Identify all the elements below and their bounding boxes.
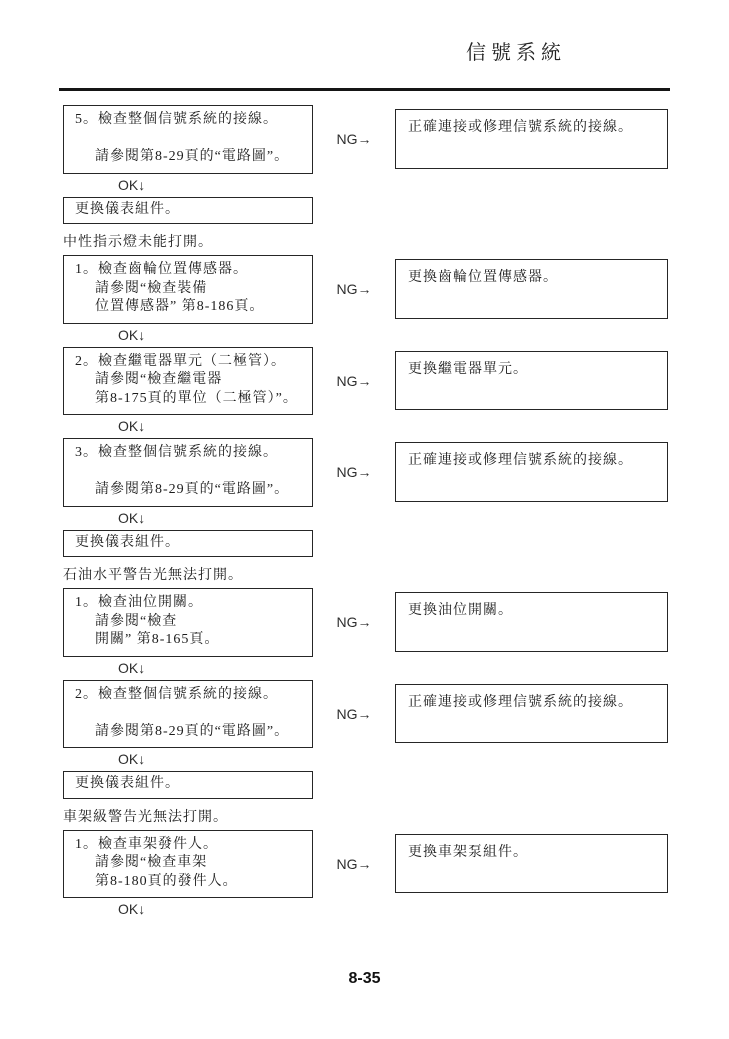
step-text-line: 請參閱“檢查 [95, 613, 178, 629]
ok-arrow-label: OK↓ [118, 326, 146, 343]
step-text-line: 2。檢查整個信號系統的接線。 [75, 686, 278, 702]
step-text-line [75, 463, 306, 482]
step-text-line: 2。檢查繼電器單元（二極管）。 [75, 353, 286, 369]
step-text-line: 請參閱“檢查繼電器 [95, 372, 223, 387]
step-text-line: 請參閱“檢查車架 [95, 855, 208, 870]
check-step-box [63, 347, 313, 416]
ng-arrow-label: NG→ [336, 372, 372, 389]
check-step-box [63, 438, 313, 507]
step-text-line: 第8-180頁的發件人。 [95, 873, 238, 889]
section-heading: 車架級警告光無法打開。 [63, 809, 228, 825]
ng-arrow-label: NG→ [336, 855, 372, 872]
page-number: 8-35 [348, 970, 381, 987]
step-text-line: 請參閱“檢查裝備 [95, 280, 208, 296]
ok-arrow-label: OK↓ [118, 659, 146, 676]
ok-arrow-label: OK↓ [118, 509, 146, 526]
step-text-line: 3。檢查整個信號系統的接線。 [75, 445, 278, 460]
ng-result-box: 更換齒輪位置傳感器。 [395, 259, 668, 319]
check-step-box [63, 680, 313, 749]
check-step-box [63, 830, 313, 899]
check-step-box [63, 105, 313, 174]
check-step-box [63, 255, 313, 324]
ok-arrow-label: OK↓ [118, 418, 146, 434]
ng-arrow-label: NG→ [336, 614, 372, 631]
ok-arrow-label: OK↓ [118, 751, 146, 767]
ok-result-box: 更換儀表組件。 [63, 197, 313, 225]
check-step-box [63, 588, 313, 657]
flow-step-row [63, 255, 729, 324]
troubleshooting-flow [0, 91, 729, 919]
step-text-line: 位置傳感器” 第8-186頁。 [95, 299, 265, 314]
flow-step-row [63, 347, 729, 416]
ng-result-box: 更換油位開關。 [395, 592, 668, 652]
page-title: 信號系統 [466, 42, 566, 64]
ok-result-box: 更換儀表組件。 [63, 530, 313, 558]
step-text-line: 1。檢查油位開關。 [75, 595, 203, 610]
ng-result-box: 正確連接或修理信號系統的接線。 [395, 684, 668, 744]
ng-arrow-label: NG→ [336, 464, 372, 481]
step-text-line: 請參閱第8-29頁的“電路圖”。 [95, 482, 290, 497]
ng-result-box: 更換繼電器單元。 [395, 351, 668, 411]
step-text-line: 第8-175頁的單位（二極管）”。 [95, 390, 298, 406]
ng-arrow-label: NG→ [336, 705, 372, 722]
ng-result-box: 更換車架泵組件。 [395, 834, 668, 894]
section-heading: 石油水平警告光無法打開。 [63, 568, 243, 583]
flow-step-row [63, 830, 729, 899]
ng-arrow-label: NG→ [336, 281, 372, 298]
ng-result-box: 正確連接或修理信號系統的接線。 [395, 109, 668, 169]
flow-step-row [63, 438, 729, 507]
step-text-line: 開關” 第8-165頁。 [95, 632, 220, 647]
flow-step-row [63, 105, 729, 174]
ng-result-box: 正確連接或修理信號系統的接線。 [395, 442, 668, 502]
step-text-line: 5。檢查整個信號系統的接線。 [75, 112, 278, 127]
step-text-line: 1。檢查車架發件人。 [75, 836, 218, 852]
ok-arrow-label: OK↓ [118, 901, 146, 917]
step-text-line: 1。檢查齒輪位置傳感器。 [75, 262, 248, 277]
flow-step-row [63, 680, 729, 749]
step-text-line [75, 130, 306, 149]
section-heading: 中性指示燈未能打開。 [63, 235, 213, 250]
step-text-line: 請參閱第8-29頁的“電路圖”。 [95, 723, 290, 739]
step-text-line: 請參閱第8-29頁的“電路圖”。 [95, 149, 290, 164]
ok-result-box: 更換儀表組件。 [63, 771, 313, 799]
step-text-line [75, 704, 306, 723]
ng-arrow-label: NG→ [336, 131, 372, 148]
flow-step-row [63, 588, 729, 657]
ok-arrow-label: OK↓ [118, 176, 146, 193]
